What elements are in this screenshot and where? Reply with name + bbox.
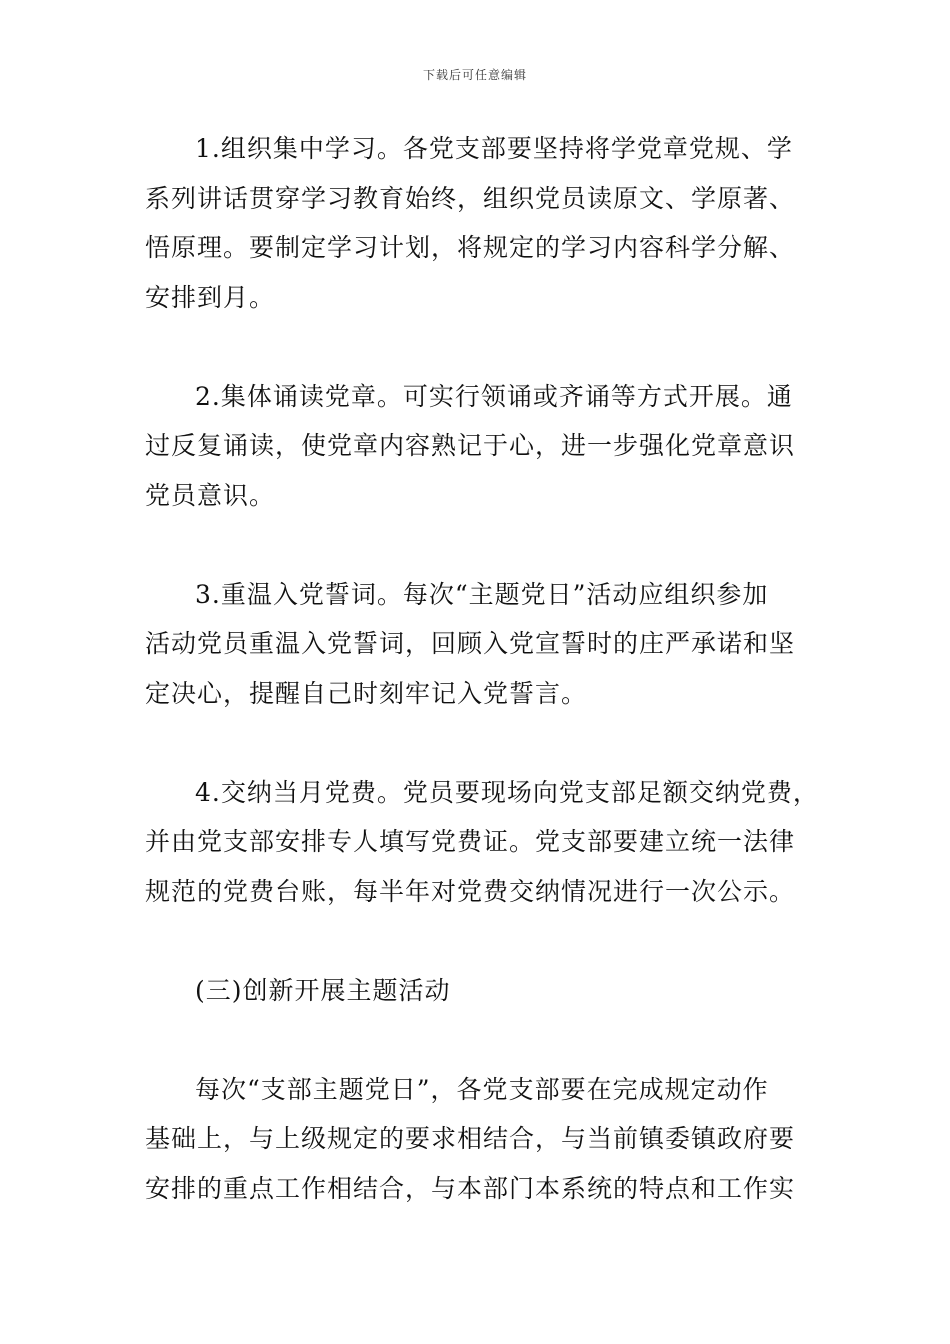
paragraph-6 xyxy=(145,1065,810,1214)
paragraph-line: 安排的重点工作相结合，与本部门本系统的特点和工作实 xyxy=(145,1173,796,1203)
paragraph-4 xyxy=(145,768,819,917)
section-heading xyxy=(145,966,810,1016)
paragraph-line: 3.重温入党誓词。每次“主题党日”活动应组织参加 xyxy=(195,579,769,609)
paragraph-line: 每次“支部主题党日”，各党支部要在完成规定动作 xyxy=(195,1074,769,1104)
paragraph-line: (三)创新开展主题活动 xyxy=(195,975,451,1005)
paragraph-line: 定决心，提醒自己时刻牢记入党誓言。 xyxy=(145,678,588,708)
paragraph-line: 规范的党费台账，每半年对党费交纳情况进行一次公示。 xyxy=(145,876,796,906)
paragraph-1 xyxy=(145,124,810,322)
paragraph-line: 活动党员重温入党誓词，回顾入党宣誓时的庄严承诺和坚 xyxy=(145,629,796,658)
paragraph-line: 过反复诵读，使党章内容熟记于心，进一步强化党章意识 xyxy=(145,431,796,460)
document-body xyxy=(145,124,819,1213)
paragraph-2 xyxy=(145,372,810,521)
paragraph-line: 并由党支部安排专人填写党费证。党支部要建立统一法律 xyxy=(145,827,796,856)
paragraph-line: 党员意识。 xyxy=(145,480,276,510)
paragraph-line: 系列讲话贯穿学习教育始终，组织党员读原文、学原著、 xyxy=(145,183,796,213)
paragraph-3 xyxy=(145,570,810,719)
paragraph-line: 基础上，与上级规定的要求相结合，与当前镇委镇政府要 xyxy=(145,1124,796,1153)
header-note: 下载后可任意编辑 xyxy=(422,68,527,82)
paragraph-line: 1.组织集中学习。各党支部要坚持将学党章党规、学 xyxy=(195,134,793,163)
paragraph-line: 安排到月。 xyxy=(145,282,276,312)
paragraph-line: 悟原理。要制定学习计划，将规定的学习内容科学分解、 xyxy=(145,233,796,262)
paragraph-line: 2.集体诵读党章。可实行领诵或齐诵等方式开展。通 xyxy=(195,381,793,411)
paragraph-line: 4.交纳当月党费。党员要现场向党支部足额交纳党费， xyxy=(195,777,819,807)
